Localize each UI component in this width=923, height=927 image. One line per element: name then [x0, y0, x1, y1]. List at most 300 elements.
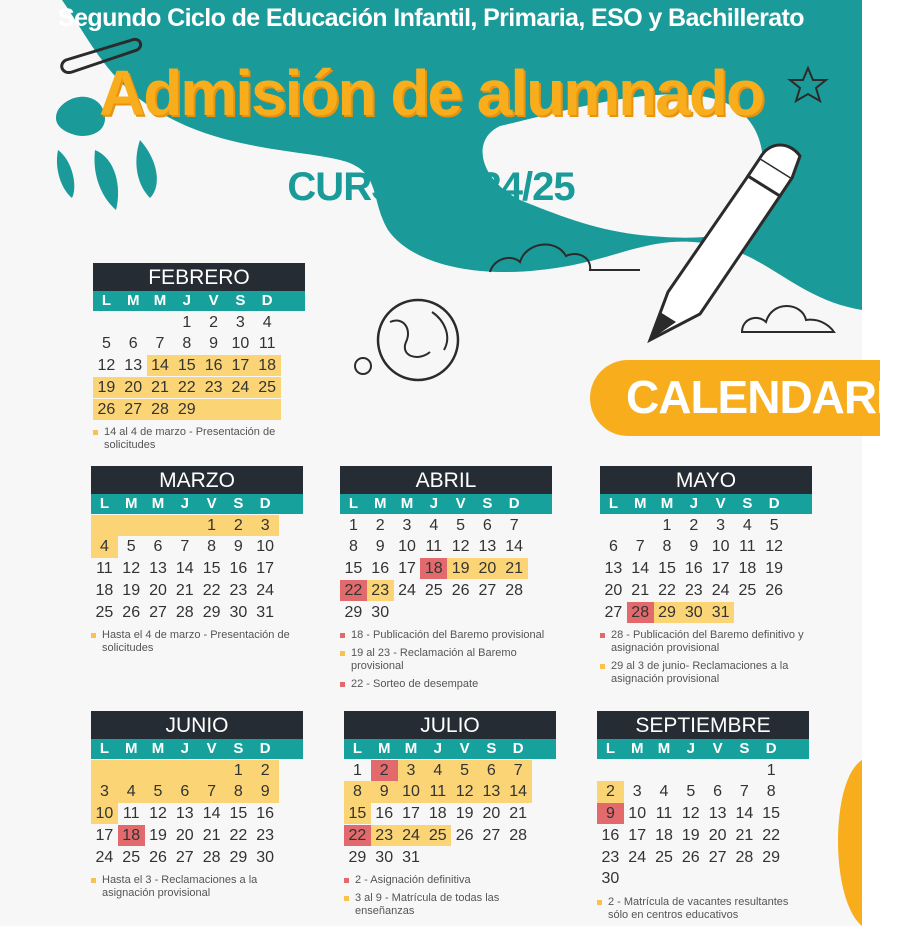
empty-cell	[254, 399, 281, 420]
day-cell: 8	[344, 781, 371, 802]
day-cell: 14	[147, 355, 174, 376]
day-cell: 20	[482, 805, 501, 823]
day-cell: 10	[91, 803, 118, 824]
weekday-label: L	[348, 495, 358, 512]
day-cell: 28	[735, 848, 754, 866]
day-cell: 3	[252, 515, 279, 536]
weekday-label: J	[180, 495, 189, 512]
week-row	[600, 536, 812, 557]
day-cell: 29	[173, 399, 200, 420]
legend-text: Hasta el 3 - Reclamaciones a la asignación provisional	[102, 873, 258, 899]
day-cell: 18	[95, 581, 114, 599]
weekday-label: M	[151, 495, 165, 512]
day-cell: 19	[93, 377, 120, 398]
day-cell: 7	[198, 781, 225, 802]
month-title: JUNIO	[91, 711, 303, 739]
legend-text: 28 - Publicación del Baremo definitivo y asignación provisional	[611, 628, 804, 654]
day-cell: 7	[635, 538, 645, 556]
weekday-label: M	[124, 495, 138, 512]
day-cell: 8	[766, 783, 776, 801]
day-cell: 30	[375, 848, 394, 866]
week-row	[344, 781, 556, 802]
day-cell: 25	[424, 825, 451, 846]
week-row	[93, 312, 305, 333]
weekday-label: D	[512, 740, 524, 757]
day-cell: 9	[252, 781, 279, 802]
day-cell: 23	[229, 581, 248, 599]
empty-cell	[704, 868, 731, 889]
week-row	[340, 580, 552, 601]
day-cell: 7	[739, 783, 749, 801]
day-cell: 12	[97, 357, 116, 375]
day-cell: 22	[202, 581, 221, 599]
week-row	[91, 536, 303, 557]
day-cell: 26	[451, 581, 470, 599]
month-febrero	[93, 263, 305, 457]
legend-marker	[340, 651, 345, 656]
day-cell: 1	[766, 761, 776, 779]
legend-item	[344, 892, 556, 918]
legend-item	[344, 874, 556, 887]
day-cell: 3	[398, 760, 425, 781]
weekday-label: M	[657, 740, 671, 757]
day-cell: 26	[122, 603, 141, 621]
day-cell: 10	[398, 781, 425, 802]
month-legend	[340, 629, 552, 691]
month-marzo	[91, 466, 303, 660]
header-subtitle: Segundo Ciclo de Educación Infantil, Primaria, ESO y Bachillerato	[58, 4, 804, 32]
weekday-label: J	[686, 740, 695, 757]
day-cell: 16	[256, 805, 275, 823]
day-cell: 3	[91, 781, 118, 802]
day-cell: 9	[209, 335, 219, 353]
day-cell: 24	[256, 581, 275, 599]
day-cell: 4	[91, 536, 118, 557]
day-cell: 20	[604, 581, 623, 599]
calendar-banner	[590, 360, 923, 436]
day-cell: 20	[474, 558, 501, 579]
day-cell: 17	[95, 826, 114, 844]
weekday-label: L	[608, 495, 618, 512]
day-cell: 23	[256, 826, 275, 844]
day-cell: 5	[686, 783, 696, 801]
day-cell: 12	[451, 538, 470, 556]
day-cell: 23	[371, 825, 398, 846]
legend-marker	[600, 633, 605, 638]
weekday-label: J	[433, 740, 442, 757]
weekday-label: J	[180, 740, 189, 757]
day-cell: 23	[684, 581, 703, 599]
weekday-label: M	[404, 740, 418, 757]
week-row	[91, 602, 303, 623]
month-title: FEBRERO	[93, 263, 305, 291]
day-cell: 25	[122, 848, 141, 866]
day-cell: 21	[501, 558, 528, 579]
day-cell: 4	[262, 313, 272, 331]
day-cell: 30	[371, 603, 390, 621]
weekday-label: V	[455, 495, 466, 512]
day-cell: 7	[180, 538, 190, 556]
day-cell: 20	[149, 581, 167, 599]
legend-item	[597, 896, 809, 922]
empty-cell	[227, 399, 254, 420]
day-cell: 15	[202, 560, 221, 578]
day-cell: 17	[398, 560, 416, 578]
day-cell: 28	[627, 602, 654, 623]
weekday-label: D	[259, 495, 271, 512]
legend-marker	[340, 633, 345, 638]
week-row	[91, 515, 303, 536]
weekday-label: V	[206, 740, 217, 757]
month-legend	[597, 896, 809, 922]
legend-marker	[340, 682, 345, 687]
day-cell: 11	[739, 538, 756, 556]
day-cell: 8	[182, 335, 192, 353]
day-cell: 25	[655, 848, 673, 866]
legend-item	[340, 629, 552, 642]
day-cell: 15	[173, 355, 200, 376]
day-cell: 30	[680, 602, 707, 623]
month-title: ABRIL	[340, 466, 552, 494]
legend-text: 3 al 9 - Matrícula de todas las enseñanzas	[355, 891, 500, 917]
day-cell: 21	[202, 826, 221, 844]
month-title: JULIO	[344, 711, 556, 739]
legend-marker	[93, 430, 98, 435]
empty-cell	[91, 760, 118, 781]
day-cell: 30	[229, 603, 248, 621]
weekday-label: L	[605, 740, 615, 757]
day-cell: 9	[375, 538, 385, 556]
day-cell: 23	[200, 377, 227, 398]
weekday-label: J	[689, 495, 698, 512]
day-cell: 29	[762, 848, 781, 866]
week-row	[340, 602, 552, 623]
day-cell: 24	[711, 581, 730, 599]
day-cell: 15	[344, 560, 363, 578]
month-mayo	[600, 466, 812, 691]
day-cell: 23	[601, 848, 620, 866]
legend-text: 22 - Sorteo de desempate	[351, 677, 479, 690]
day-cell: 8	[225, 781, 252, 802]
day-cell: 12	[451, 781, 478, 802]
weekday-label: S	[233, 495, 244, 512]
week-row	[91, 847, 303, 868]
calendar-label: CALENDARIO	[626, 371, 923, 423]
month-abril	[340, 466, 552, 696]
day-cell: 26	[455, 826, 474, 844]
day-cell: 11	[258, 335, 276, 353]
weekday-label: L	[99, 495, 109, 512]
day-cell: 29	[344, 603, 363, 621]
empty-cell	[447, 602, 474, 623]
day-cell: 21	[631, 581, 650, 599]
day-cell: 10	[711, 538, 730, 556]
weekday-header	[340, 494, 552, 514]
day-cell: 17	[256, 560, 275, 578]
day-cell: 5	[769, 516, 779, 534]
day-cell: 27	[482, 826, 501, 844]
day-cell: 14	[631, 560, 650, 578]
empty-cell	[145, 515, 172, 536]
day-cell: 10	[256, 538, 275, 556]
weekday-label: J	[182, 292, 191, 309]
month-legend	[600, 629, 812, 686]
day-cell: 19	[447, 558, 474, 579]
day-cell: 14	[175, 560, 194, 578]
day-cell: 4	[659, 783, 669, 801]
weekday-label: M	[124, 740, 138, 757]
day-cell: 13	[149, 560, 167, 578]
day-cell: 2	[375, 516, 385, 534]
day-cell: 26	[149, 848, 167, 866]
month-title: MAYO	[600, 466, 812, 494]
weekday-header	[91, 739, 303, 759]
weekday-label: M	[153, 292, 167, 309]
day-cell: 2	[597, 781, 624, 802]
empty-cell	[420, 602, 447, 623]
day-cell: 18	[738, 560, 757, 578]
week-row	[597, 760, 809, 781]
empty-cell	[627, 515, 654, 536]
day-cell: 10	[398, 538, 416, 556]
day-cell: 1	[225, 760, 252, 781]
day-cell: 17	[227, 355, 254, 376]
day-cell: 13	[604, 560, 623, 578]
day-cell: 19	[765, 560, 784, 578]
empty-cell	[624, 868, 651, 889]
day-cell: 17	[628, 826, 647, 844]
day-cell: 28	[509, 826, 528, 844]
empty-cell	[734, 602, 761, 623]
month-julio	[344, 711, 556, 923]
day-cell: 25	[738, 581, 757, 599]
weekday-header	[600, 494, 812, 514]
day-cell: 5	[456, 516, 466, 534]
week-row	[600, 558, 812, 579]
legend-marker	[600, 664, 605, 669]
day-cell: 6	[153, 538, 163, 556]
empty-cell	[118, 760, 145, 781]
day-cell: 24	[227, 377, 254, 398]
day-cell: 7	[509, 516, 519, 534]
weekday-label: L	[101, 292, 111, 309]
day-cell: 1	[182, 313, 192, 331]
month-junio	[91, 711, 303, 905]
day-cell: 28	[202, 848, 221, 866]
day-cell: 13	[478, 538, 497, 556]
page-title: Admisión de alumnado	[98, 57, 764, 129]
week-row	[91, 825, 303, 846]
day-cell: 22	[762, 826, 781, 844]
legend-item	[340, 647, 552, 673]
legend-text: 18 - Publicación del Baremo provisional	[351, 628, 545, 641]
weekday-label: S	[742, 495, 753, 512]
day-cell: 5	[451, 760, 478, 781]
week-row	[597, 803, 809, 824]
week-row	[91, 580, 303, 601]
day-cell: 21	[735, 826, 754, 844]
day-cell: 29	[348, 848, 367, 866]
day-cell: 19	[455, 805, 474, 823]
day-cell: 24	[398, 825, 425, 846]
day-cell: 15	[658, 560, 676, 578]
empty-cell	[200, 399, 227, 420]
weekday-label: S	[486, 740, 497, 757]
day-cell: 11	[655, 805, 673, 823]
day-cell: 31	[707, 602, 734, 623]
day-cell: 4	[424, 760, 451, 781]
weekday-label: M	[400, 495, 414, 512]
day-cell: 16	[601, 826, 620, 844]
day-cell: 14	[202, 805, 221, 823]
week-row	[344, 847, 556, 868]
day-cell: 6	[608, 538, 618, 556]
day-cell: 30	[256, 848, 275, 866]
week-row	[93, 377, 305, 398]
legend-marker	[91, 878, 96, 883]
empty-cell	[93, 312, 120, 333]
day-cell: 8	[348, 538, 358, 556]
day-cell: 16	[200, 355, 227, 376]
empty-cell	[474, 602, 501, 623]
day-cell: 22	[229, 826, 248, 844]
day-cell: 28	[175, 603, 194, 621]
weekday-label: J	[429, 495, 438, 512]
week-row	[91, 760, 303, 781]
day-cell: 13	[478, 781, 505, 802]
week-row	[91, 803, 303, 824]
day-cell: 4	[118, 781, 145, 802]
day-cell: 22	[340, 580, 367, 601]
day-cell: 2	[689, 516, 699, 534]
day-cell: 8	[662, 538, 672, 556]
day-cell: 23	[367, 580, 394, 601]
day-cell: 1	[352, 761, 362, 779]
empty-cell	[624, 760, 651, 781]
day-cell: 12	[149, 805, 167, 823]
empty-cell	[198, 760, 225, 781]
weekday-label: D	[768, 495, 780, 512]
week-row	[93, 333, 305, 354]
day-cell: 2	[209, 313, 219, 331]
day-cell: 18	[254, 355, 281, 376]
day-cell: 16	[371, 560, 390, 578]
month-septiembre	[597, 711, 809, 927]
day-cell: 1	[348, 516, 358, 534]
weekday-label: M	[377, 740, 391, 757]
weekday-label: S	[482, 495, 493, 512]
day-cell: 25	[254, 377, 281, 398]
day-cell: 3	[716, 516, 726, 534]
day-cell: 19	[149, 826, 167, 844]
day-cell: 14	[505, 781, 532, 802]
course-label: CURSO 2024/25	[287, 165, 575, 209]
day-cell: 11	[424, 781, 451, 802]
weekday-label: M	[633, 495, 647, 512]
week-row	[340, 515, 552, 536]
week-row	[344, 760, 556, 781]
week-row	[93, 399, 305, 420]
day-cell: 12	[681, 805, 700, 823]
legend-item	[91, 874, 303, 900]
weekday-label: D	[508, 495, 520, 512]
day-cell: 15	[344, 803, 371, 824]
day-cell: 13	[124, 357, 143, 375]
day-cell: 14	[505, 538, 524, 556]
weekday-label: M	[151, 740, 165, 757]
day-cell: 27	[120, 399, 147, 420]
day-cell: 18	[420, 558, 447, 579]
day-cell: 24	[628, 848, 647, 866]
week-row	[597, 781, 809, 802]
legend-text: 29 al 3 de junio- Reclamaciones a la asignación provisional	[611, 659, 789, 685]
day-cell: 7	[155, 335, 165, 353]
weekday-label: M	[373, 495, 387, 512]
day-cell: 4	[429, 516, 439, 534]
weekday-label: D	[765, 740, 777, 757]
day-cell: 9	[597, 803, 624, 824]
empty-cell	[597, 760, 624, 781]
empty-cell	[118, 515, 145, 536]
weekday-header	[597, 739, 809, 759]
empty-cell	[147, 312, 174, 333]
week-row	[597, 825, 809, 846]
weekday-label: D	[259, 740, 271, 757]
empty-cell	[120, 312, 147, 333]
day-cell: 14	[735, 805, 754, 823]
day-cell: 3	[235, 313, 245, 331]
week-row	[597, 847, 809, 868]
day-cell: 12	[122, 560, 141, 578]
empty-cell	[600, 515, 627, 536]
weekday-label: L	[99, 740, 109, 757]
day-cell: 10	[628, 805, 647, 823]
day-cell: 5	[101, 335, 111, 353]
legend-marker	[344, 896, 349, 901]
day-cell: 22	[173, 377, 200, 398]
legend-text: 19 al 23 - Reclamación al Baremo provisional	[351, 646, 517, 672]
day-cell: 22	[658, 581, 676, 599]
empty-cell	[505, 847, 532, 868]
day-cell: 21	[175, 581, 194, 599]
day-cell: 25	[95, 603, 114, 621]
week-row	[340, 536, 552, 557]
day-cell: 24	[95, 848, 114, 866]
empty-cell	[704, 760, 731, 781]
empty-cell	[478, 847, 505, 868]
day-cell: 6	[478, 760, 505, 781]
day-cell: 11	[122, 805, 140, 823]
day-cell: 1	[662, 516, 672, 534]
day-cell: 20	[120, 377, 147, 398]
day-cell: 20	[175, 826, 194, 844]
month-legend	[91, 874, 303, 900]
day-cell: 2	[252, 760, 279, 781]
empty-cell	[677, 868, 704, 889]
day-cell: 12	[765, 538, 784, 556]
day-cell: 29	[202, 603, 221, 621]
day-cell: 17	[711, 560, 730, 578]
day-cell: 15	[229, 805, 248, 823]
day-cell: 9	[371, 781, 398, 802]
week-row	[91, 558, 303, 579]
day-cell: 16	[375, 805, 394, 823]
day-cell: 27	[478, 581, 497, 599]
day-cell: 8	[207, 538, 217, 556]
week-row	[600, 515, 812, 536]
day-cell: 27	[604, 603, 623, 621]
day-cell: 19	[681, 826, 700, 844]
